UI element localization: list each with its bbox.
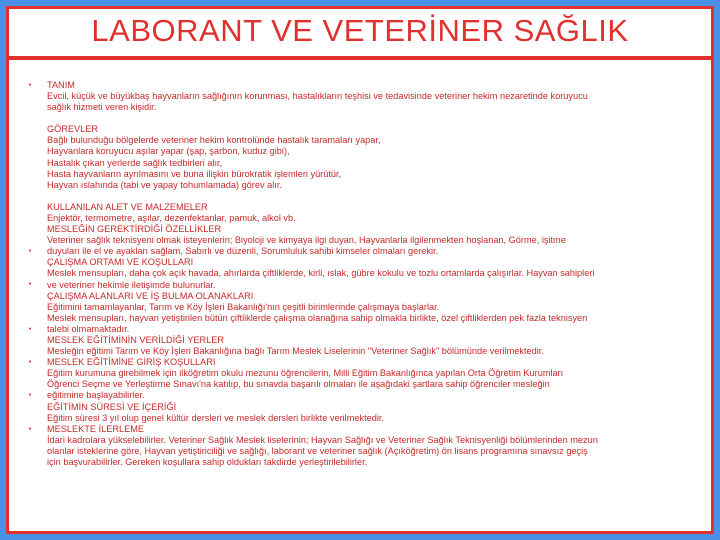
- section-line: Hayvan ıslahında (tabi ve yapay tohumlamada) görev alır.: [47, 179, 282, 190]
- section-gorevler: [30, 124, 702, 191]
- section-line: Bağlı bulunduğu bölgelerde veteriner hekim kontrolünde hastalık taramaları yapar,: [47, 135, 381, 146]
- section-line: Mesleğin eğitimi Tarım ve Köy İşleri Bakanlığına bağlı Tarım Meslek Liselerinin "Veteriner Sağlık" bölümünde verilmektedir.: [47, 346, 544, 357]
- section-is-bulma: [30, 291, 702, 335]
- section-egitim-yerleri: [30, 335, 702, 357]
- section-line: sağlık hizmeti veren kişidir.: [47, 102, 157, 113]
- section-line: Hasta hayvanların ayrılmasını ve buna ilişkin bürokratik işlemleri yürütür,: [47, 168, 342, 179]
- section-line: için başvurabilirler. Gereken koşullara sahip oldukları takdirde yerleştirilebilirler.: [47, 457, 368, 467]
- bullet-icon: •: [28, 325, 32, 333]
- section-line: Eğitim kurumuna girebilmek için ilköğretim okulu mezunu öğrencilerin, Milli Eğitim Bakanlığınca yapılan Orta Öğretim Kurumları: [47, 368, 564, 379]
- section-line: Veteriner sağlık teknisyeni olmak isteyenlerin; Biyoloji ve kimyaya ilgi duyan, Hayvanlarla ilgilenmekten hoşlanan, Görme, işitme: [47, 235, 566, 246]
- section-line: Enjektör, termometre, aşılar, dezenfektanlar, pamuk, alkol vb.: [47, 212, 296, 223]
- section-tanim: [30, 80, 702, 113]
- section-ortam: [30, 257, 702, 290]
- slide-title: LABORANT VE VETERİNER SAĞLIK: [91, 13, 629, 48]
- section-line: olanlar isteklerine göre, Hayvan yetiştiriciliği ve sağlığı, laborant ve veteriner sağlık (Açıköğretim) ön lisans programına sınavsız geçiş: [47, 445, 588, 456]
- section-line: Meslek mensupları, hayvan yetiştirilen bütün çiftliklerde çalışma olanağına sahip olmakla birlikte, özel çiftliklerden pek fazla teknisyen: [47, 312, 588, 323]
- section-giris: [30, 357, 702, 401]
- section-line: Evcil, küçük ve büyükbaş hayvanların sağlığının korunması, hastalıkların teşhisi ve tedavisinde veteriner hekim nezaretinde koruyucu: [47, 91, 588, 102]
- section-line: ve veteriner hekimle iletişimde bulunurlar.: [47, 279, 216, 290]
- section-line: Eğitimini tamamlayanlar, Tarım ve Köy İşleri Bakanlığı'nın çeşitli birimlerinde çalışmaya başlarlar.: [47, 301, 440, 312]
- section-line: Öğrenci Seçme ve Yerleştirme Sınavı'na katılıp, bu sınavda başarılı olmaları ile aşağıdaki şartlara sahip öğrenciler mesleğin: [47, 379, 550, 390]
- section-ilerleme: [30, 424, 702, 468]
- title-bar: [6, 6, 714, 60]
- spacer: [30, 113, 702, 124]
- section-heading: ÇALIŞMA ALANLARI VE İŞ BULMA OLANAKLARI: [47, 290, 254, 301]
- section-heading: GÖREVLER: [47, 124, 99, 135]
- section-heading: MESLEK EĞİTİMİNİN VERİLDİĞİ YERLER: [47, 334, 224, 345]
- section-heading: MESLEK EĞİTİMİNE GİRİŞ KOŞULLARI: [47, 357, 216, 368]
- section-line: Eğitim süresi 3 yıl olup genel kültür dersleri ve meslek dersleri birlikte verilmektedir.: [47, 412, 384, 423]
- section-line: İdari kadrolara yükselebilirler. Veteriner Sağlık Meslek liselerinin; Hayvan Sağlığı ve Veteriner Sağlık Teknisyenliği bölümlerinden mezun: [47, 434, 598, 445]
- section-line: talebi olmamaktadır.: [47, 323, 130, 334]
- section-line: Meslek mensupları, daha çok açık havada, ahırlarda çiftliklerde, kirli, ıslak, gübre kokulu ve tozlu ortamlarda çalışırlar. Hayvan sahipleri: [47, 268, 595, 279]
- bullet-icon: •: [28, 281, 32, 289]
- section-ozellikler: [30, 224, 702, 257]
- section-heading: MESLEKTE İLERLEME: [47, 423, 145, 434]
- section-line: Hayvanlara koruyucu aşılar yapar (şap, şarbon, kuduz gibi),: [47, 146, 290, 157]
- bullet-icon: •: [28, 359, 32, 367]
- bullet-icon: •: [28, 82, 32, 89]
- bullet-icon: •: [28, 425, 32, 433]
- section-line: eğitimine başlayabilirler.: [47, 390, 145, 401]
- section-alet: [30, 202, 702, 224]
- section-line: Hastalık çıkan yerlerde sağlık tedbirleri alır,: [47, 157, 223, 168]
- section-sure: [30, 402, 702, 424]
- slide-content: [30, 80, 702, 468]
- bullet-icon: •: [28, 248, 32, 256]
- section-heading: ÇALIŞMA ORTAMI VE KOŞULLARI: [47, 257, 194, 268]
- spacer: [30, 191, 702, 202]
- section-heading: TANIM: [47, 80, 75, 90]
- section-line: duyuları ile el ve ayakları sağlam, Sabırlı ve düzenli, Sorumluluk sahibi kimseler olmaları gerekir.: [47, 246, 439, 257]
- section-heading: MESLEĞİN GEREKTİRDİĞİ ÖZELLİKLER: [47, 224, 222, 235]
- section-heading: EĞİTİMİN SÜRESİ VE İÇERİĞİ: [47, 401, 177, 412]
- bullet-icon: •: [28, 392, 32, 400]
- section-heading: KULLANILAN ALET VE MALZEMELER: [47, 201, 208, 212]
